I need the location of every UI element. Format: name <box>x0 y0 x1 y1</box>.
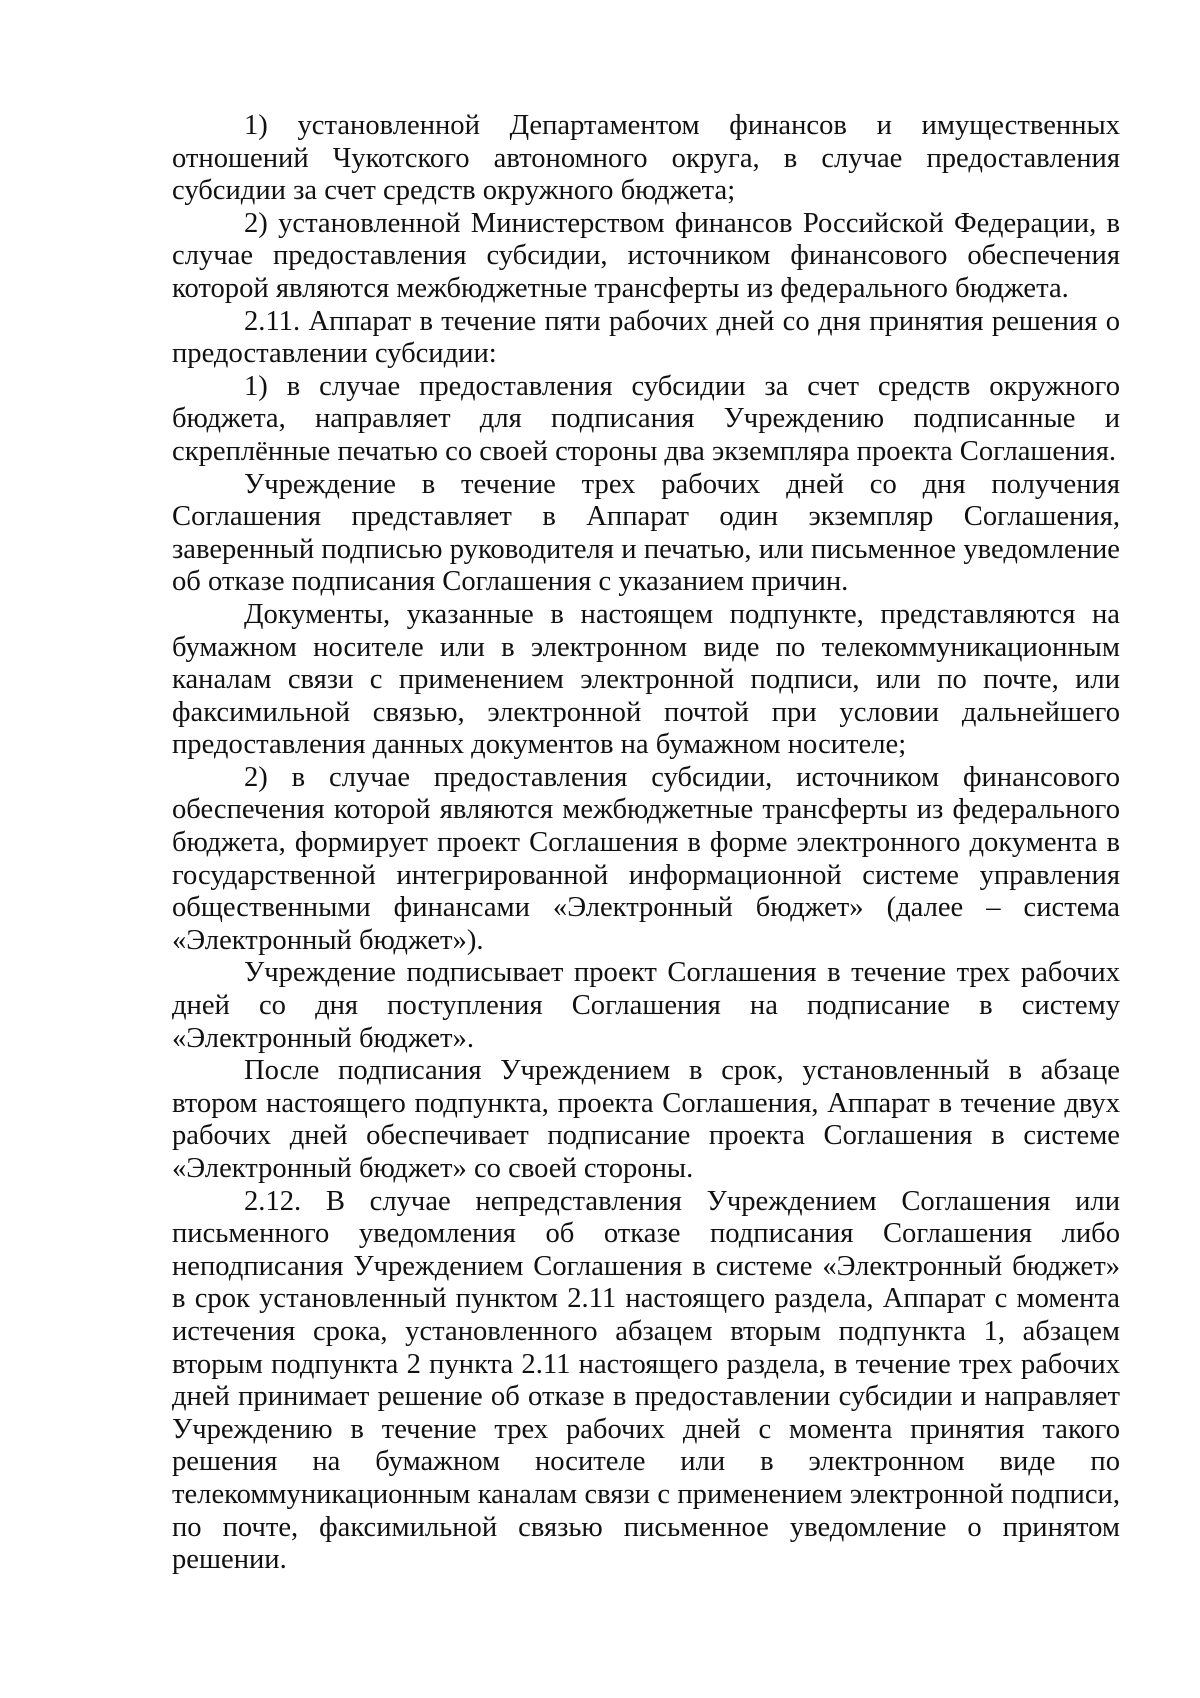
paragraph-1: 1) установленной Департаментом финансов и имущественных отношений Чукотского автономного округа, в случае предоставления субсидии за счет средств окружного бюджета; <box>172 110 1120 207</box>
paragraph-4: 1) в случае предоставления субсидии за счет средств окружного бюджета, направляет для подписания Учреждению подписанные и скреплённые печатью со своей стороны два экземпляра проекта Соглашения. <box>172 370 1120 467</box>
paragraph-8: Учреждение подписывает проект Соглашения в течение трех рабочих дней со дня поступления Соглашения на подписание в систему «Электронный бюджет». <box>172 957 1120 1054</box>
paragraph-2: 2) установленной Министерством финансов Российской Федерации, в случае предоставления субсидии, источником финансового обеспечения которой являются межбюджетные трансферты из федерального бюджета. <box>172 207 1120 304</box>
paragraph-6: Документы, указанные в настоящем подпункте, представляются на бумажном носителе или в электронном виде по телекоммуникационным каналам связи с применением электронной подписи, или по почте, или факсимильной связью, электронной почтой при условии дальнейшего предоставления данных документов на бумажном носителе; <box>172 598 1120 761</box>
paragraph-3: 2.11. Аппарат в течение пяти рабочих дней со дня принятия решения о предоставлении субсидии: <box>172 305 1120 370</box>
paragraph-9: После подписания Учреждением в срок, установленный в абзаце втором настоящего подпункта, проекта Соглашения, Аппарат в течение двух рабочих дней обеспечивает подписание проекта Соглашения в системе «Электронный бюджет» со своей стороны. <box>172 1055 1120 1184</box>
paragraph-5: Учреждение в течение трех рабочих дней со дня получения Соглашения представляет в Аппарат один экземпляр Соглашения, заверенный подписью руководителя и печатью, или письменное уведомление об отказе подписания Соглашения с указанием причин. <box>172 468 1120 598</box>
paragraph-7: 2) в случае предоставления субсидии, источником финансового обеспечения которой являются межбюджетные трансферты из федерального бюджета, формирует проект Соглашения в форме электронного документа в государственной интегрированной информационной системе управления общественными финансами «Электронный бюджет» (далее – система «Электронный бюджет»). <box>172 761 1120 956</box>
document-page <box>172 110 1120 1577</box>
paragraph-10: 2.12. В случае непредставления Учреждением Соглашения или письменного уведомления об отказе подписания Соглашения либо неподписания Учреждением Соглашения в системе «Электронный бюджет» в срок установленный пунктом 2.11 настоящего раздела, Аппарат с момента истечения срока, установленного абзацем вторым подпункта 1, абзацем вторым подпункта 2 пункта 2.11 настоящего раздела, в течение трех рабочих дней принимает решение об отказе в предоставлении субсидии и направляет Учреждению в течение трех рабочих дней с момента принятия такого решения на бумажном носителе или в электронном виде по телекоммуникационным каналам связи с применением электронной подписи, по почте, факсимильной связью письменное уведомление о принятом решении. <box>172 1185 1120 1576</box>
